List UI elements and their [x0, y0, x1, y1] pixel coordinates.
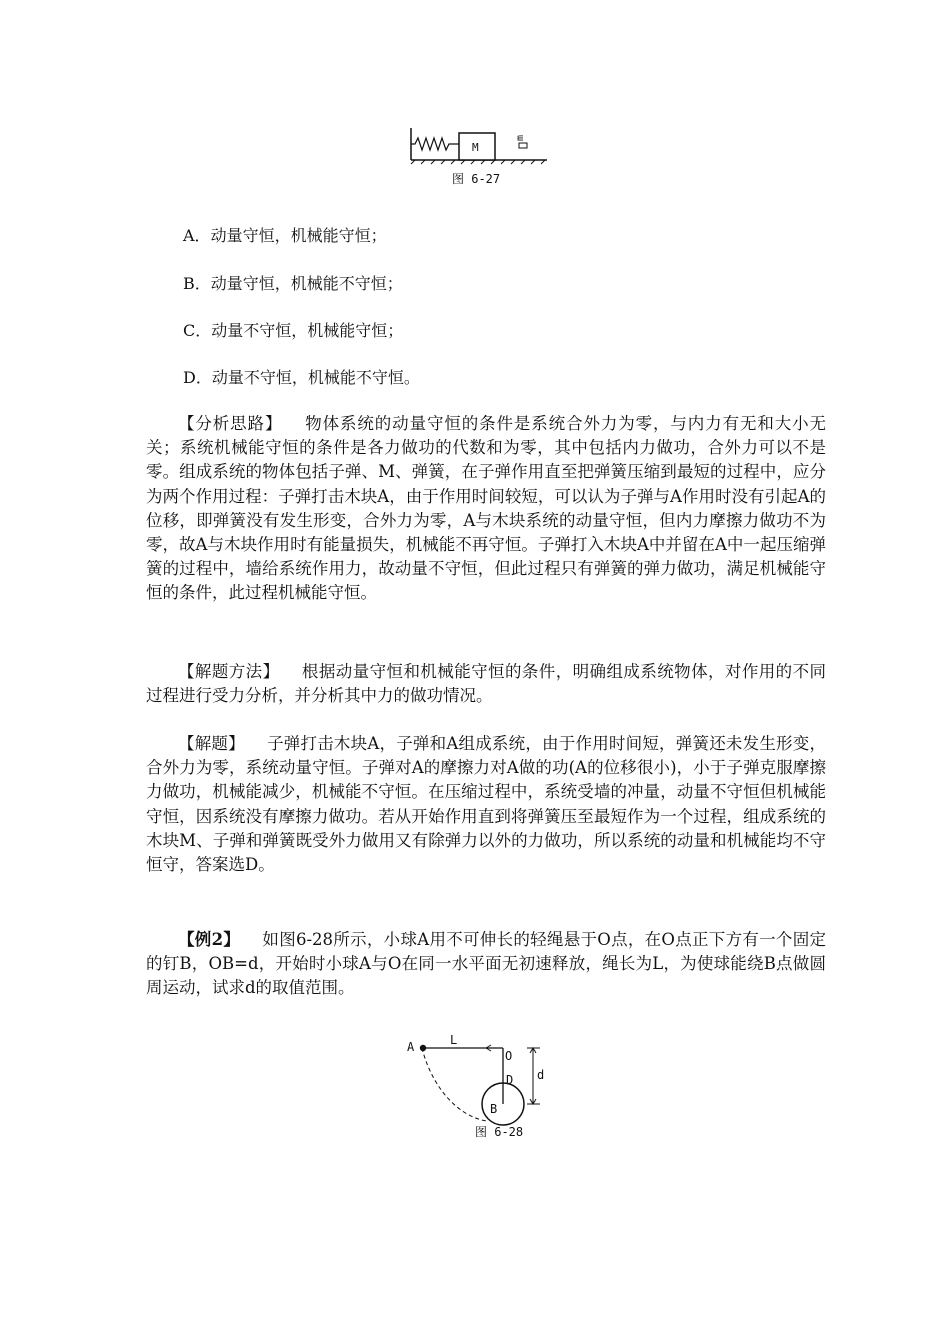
- option-text: 动量不守恒，机械能不守恒。: [211, 368, 420, 387]
- label-d-upper: D: [506, 1073, 514, 1087]
- option-d: [183, 368, 420, 388]
- example-tag: 【例2】: [178, 930, 241, 949]
- spring-block-diagram: [405, 122, 550, 188]
- bullet: [519, 143, 527, 148]
- trajectory-arc: [422, 1048, 487, 1121]
- option-letter: A．: [183, 226, 211, 245]
- figure-caption: 图 6-28: [475, 1125, 524, 1139]
- solution-text: 子弹打击木块A，子弹和A组成系统，由于作用时间短，弹簧还未发生形变，合外力为零，系统动量守恒。子弹对A的摩擦力对A做的功(A的位移很小)，小于子弹克服摩擦力做功，机械能减少，机械能不守恒。在压缩过程中，系统受墙的冲量，动量不守恒但机械能守恒，因系统没有摩擦力做功。若从开始作用直到将弹簧压至最短作为一个过程，组成系统的木块M、子弹和弹簧既受外力做用又有除弹力以外的力做功，所以系统的动量和机械能均不守恒守，答案选D。: [146, 734, 826, 875]
- solution-tag: 【解题】: [178, 734, 245, 753]
- option-text: 动量守恒，机械能不守恒；: [210, 274, 403, 293]
- label-l: L: [450, 1033, 458, 1047]
- pendulum-diagram: [402, 1026, 552, 1142]
- analysis-text: 物体系统的动量守恒的条件是系统合外力为零，与内力有无和大小无关；系统机械能守恒的条件是各力做功的代数和为零，其中包括内力做功，合外力可以不是零。组成系统的物体包括子弹、M、弹簧，在子弹作用直至把弹簧压缩到最短的过程中，应分为两个作用过程：子弹打击木块A，由于作用时间较短，可以认为子弹与A作用时没有引起A的位移，即弹簧没有发生形变，合外力为零，A与木块系统的动量守恒，但内力摩擦力做功不为零，故A与木块作用时有能量损失，机械能不再守恒。子弹打入木块A中并留在A中一起压缩弹簧的过程中，墙给系统作用力，故动量不守恒，但此过程只有弹簧的弹力做功，满足机械能守恒的条件，此过程机械能守恒。: [146, 414, 827, 603]
- figure-6-28: [402, 1026, 552, 1142]
- option-letter: B．: [183, 274, 211, 293]
- option-text: 动量守恒，机械能守恒；: [210, 226, 387, 245]
- analysis-tag: 【分析思路】: [178, 414, 283, 433]
- option-c: [183, 321, 403, 341]
- option-a: [183, 226, 387, 246]
- method-tag: 【解题方法】: [178, 662, 280, 681]
- label-b: B: [490, 1102, 498, 1116]
- label-a: A: [407, 1040, 415, 1054]
- option-b: [183, 274, 403, 294]
- example-paragraph: [146, 928, 826, 1001]
- example-text: 如图6-28所示，小球A用不可伸长的轻绳悬于O点，在O点正下方有一个固定的钉B，OB=d，开始时小球A与O在同一水平面无初速释放，绳长为L，为使球能绕B点做圆周运动，试求d的取值范围。: [146, 930, 827, 998]
- figure-caption: 图 6-27: [452, 172, 501, 186]
- solution-paragraph: [146, 732, 826, 877]
- label-d: d: [537, 1068, 545, 1082]
- spring: [411, 138, 459, 150]
- ball-a: [420, 1045, 426, 1051]
- option-letter: C．: [183, 321, 212, 340]
- analysis-paragraph: [146, 412, 826, 606]
- block-label: M: [472, 141, 479, 154]
- option-text: 动量不守恒，机械能守恒；: [211, 321, 404, 340]
- figure-6-27: [405, 122, 550, 188]
- option-letter: D．: [183, 368, 212, 387]
- label-o: O: [505, 1049, 513, 1063]
- bullet-label: m: [515, 134, 526, 141]
- method-text: 根据动量守恒和机械能守恒的条件，明确组成系统物体，对作用的不同过程进行受力分析，并分析其中力的做功情况。: [146, 662, 827, 706]
- method-paragraph: [146, 660, 826, 708]
